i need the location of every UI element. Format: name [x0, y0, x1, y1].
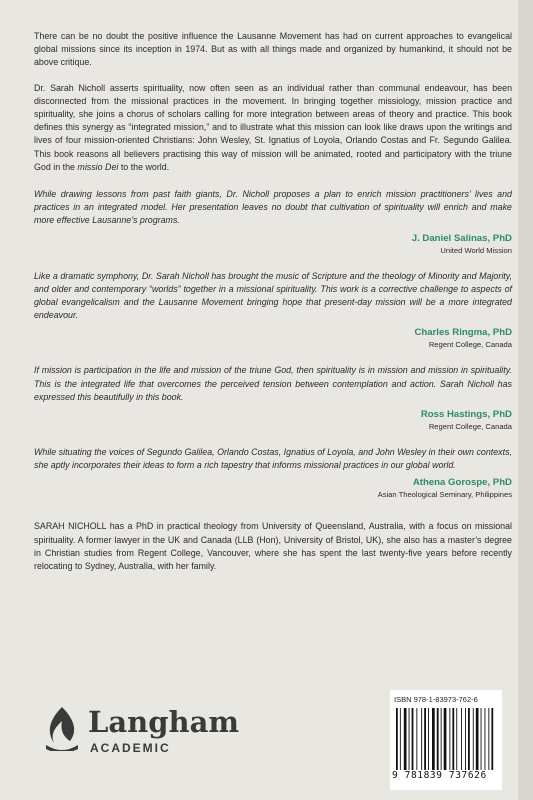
barcode-number: 9 781839 737626	[392, 770, 487, 781]
barcode-bar	[481, 708, 482, 770]
barcode-bar	[456, 708, 457, 770]
publisher-imprint: ACADEMIC	[90, 741, 171, 755]
barcode-bar	[424, 708, 426, 770]
langham-flame-icon	[40, 705, 84, 751]
barcode-bar	[491, 708, 493, 770]
barcode-bar	[465, 708, 466, 770]
description-text: Dr. Sarah Nicholl asserts spirituality, now often seen as an individual rather than communal endeavour, has been disconnected from the missional practices in the movement. In bringing together missiology, mission practice and spirituality, she joins a chorus of scholars calling for more integration between areas of theory and practice. This book defines this synergy as “integrated mission,” and to illustrate what this mission can look like draws upon the writings and lives of four mission-oriented Christians: John Wesley, St. Ignatius of Loyola, Orlando Costas and Fr. Segundo Galilea. This book reasons all believers practising this way of mission will be animated, rooted and participatory with the triune God in the	[34, 82, 512, 172]
barcode-bar	[416, 708, 417, 770]
endorser-name: Ross Hastings, PhD	[420, 409, 512, 421]
barcode-bar	[428, 708, 429, 770]
author-bio: SARAH NICHOLL has a PhD in practical theology from University of Queensland, Australia, with a focus on missional spirituality. A former lawyer in the UK and Canada (LLB (Hon), University of Bristol, UK), she also has a master’s degree in Christian studies from Regent College, Vancouver, where she has spent the last twenty-five years before recently relocating to Sydney, Australia, with her family.	[34, 521, 512, 572]
endorsement	[34, 270, 512, 351]
barcode-bar	[404, 708, 407, 770]
barcode-icon	[394, 708, 498, 770]
endorser-name: Charles Ringma, PhD	[414, 327, 512, 339]
endorser-name: J. Daniel Salinas, PhD	[411, 232, 512, 244]
barcode-bar	[485, 708, 486, 770]
isbn-label: ISBN 978-1-83973-762-6	[394, 695, 478, 704]
description-italic: missio Dei	[77, 161, 119, 172]
publisher-name: Langham	[88, 705, 240, 739]
description-paragraph	[34, 82, 512, 174]
endorser-name: Athena Gorospe, PhD	[412, 477, 512, 489]
spine-edge	[518, 0, 533, 800]
endorsement	[34, 364, 512, 432]
description-end: to the world.	[118, 161, 170, 172]
barcode-bar	[396, 708, 398, 770]
barcode-bar	[452, 708, 454, 770]
barcode-bar	[468, 708, 470, 770]
cover-text	[34, 30, 512, 573]
endorser-org: Regent College, Canada	[428, 422, 512, 432]
publisher-logo	[40, 705, 240, 765]
endorsement-quote: While drawing lessons from past faith giants, Dr. Nicholl proposes a plan to enrich mission practitioners’ lives and practices in an integrated model. Her presentation leaves no doubt that cultivation of spirituality will enrich and make more effective Lausanne’s programs.	[34, 189, 512, 226]
endorser-org: Asian Theological Seminary, Philippines	[377, 490, 512, 500]
barcode-bar	[437, 708, 439, 770]
barcode-bar	[449, 708, 450, 770]
endorsement	[34, 446, 512, 500]
endorser-org: United World Mission	[440, 245, 512, 255]
endorser-org: Regent College, Canada	[428, 340, 512, 350]
endorsement-quote: If mission is participation in the life and mission of the triune God, then spirituality is in mission and mission in spirituality. This is the integrated life that overcomes the perceived tension between contemplation and action. Sarah Nicholl has expressed this beautifully in this book.	[34, 365, 512, 402]
barcode-bar	[476, 708, 479, 770]
barcode-bar	[461, 708, 462, 770]
endorsement-quote: Like a dramatic symphony, Dr. Sarah Nicholl has brought the music of Scripture and the theology of Minority and Majority, and older and contemporary “worlds” together in a missional spirituality. This work is a corrective challenge to aspects of global evangelicalism and the Lausanne Movement bringing hope that present-day mission will be a more integrated endeavour.	[34, 270, 512, 321]
barcode-bar	[432, 708, 435, 770]
barcode-bar	[441, 708, 442, 770]
barcode-bar	[421, 708, 422, 770]
isbn-barcode-box	[390, 690, 502, 790]
barcode-bar	[409, 708, 410, 770]
barcode-bar	[473, 708, 474, 770]
barcode-bar	[444, 708, 447, 770]
intro-paragraph: There can be no doubt the positive influence the Lausanne Movement has had on current approaches to evangelical global missions since its inception in 1974. But as with all things made and organized by humankind, it should not be above critique.	[34, 31, 512, 68]
barcode-bar	[488, 708, 489, 770]
barcode-bar	[400, 708, 401, 770]
endorsement-quote: While situating the voices of Segundo Galilea, Orlando Costas, Ignatius of Loyola, and John Wesley in their own contexts, she aptly incorporates their ideas to form a rich tapestry that informs missional practices in our global world.	[34, 447, 512, 471]
barcode-bar	[412, 708, 414, 770]
endorsement	[34, 188, 512, 256]
